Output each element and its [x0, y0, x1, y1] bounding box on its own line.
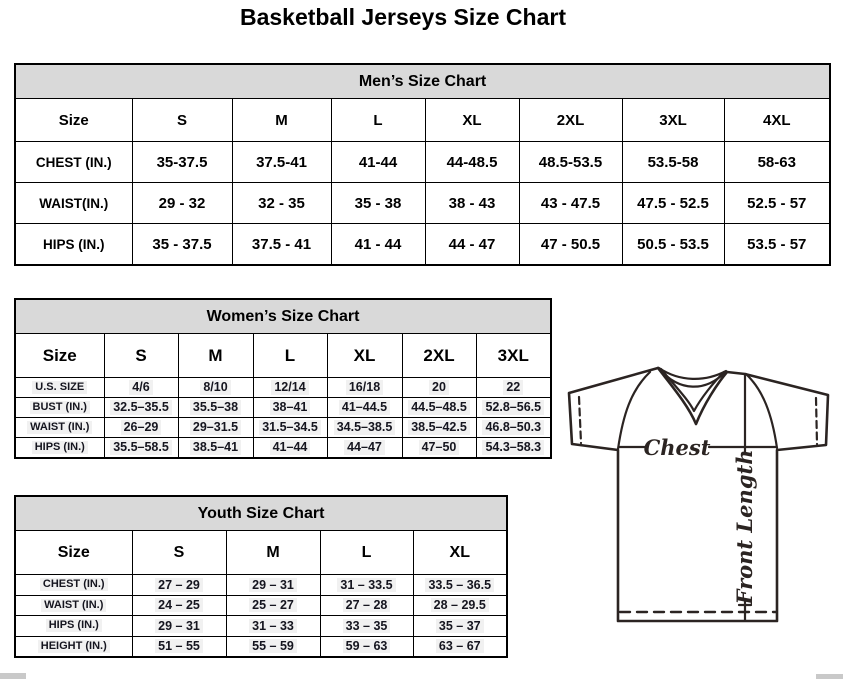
- size-value-cell: 44.5–48.5: [402, 398, 476, 418]
- size-value-cell: 29 - 32: [132, 183, 232, 224]
- column-header: L: [331, 99, 425, 142]
- size-value-cell: 33.5 – 36.5: [413, 575, 507, 596]
- column-header: XL: [327, 334, 402, 378]
- table-row: [15, 616, 507, 637]
- size-value-cell: 20: [402, 378, 476, 398]
- size-value-cell: 55 – 59: [226, 636, 320, 657]
- column-header: S: [132, 99, 232, 142]
- size-value-cell: 35.5–38: [178, 398, 253, 418]
- size-value-cell: 54.3–58.3: [476, 438, 551, 459]
- size-value-cell: 31 – 33: [226, 616, 320, 637]
- page-title: Basketball Jerseys Size Chart: [239, 4, 566, 30]
- size-value-cell: 48.5-53.5: [519, 142, 622, 183]
- measure-label: WAIST(IN.): [15, 183, 132, 224]
- size-value-cell: 43 - 47.5: [519, 183, 622, 224]
- size-value-cell: 35 - 37.5: [132, 224, 232, 266]
- size-value-cell: 38–41: [253, 398, 327, 418]
- size-value-cell: 44 - 47: [425, 224, 519, 266]
- column-header: M: [226, 531, 320, 575]
- size-value-cell: 29 – 31: [132, 616, 226, 637]
- youth-size-table: [14, 495, 508, 658]
- size-value-cell: 12/14: [253, 378, 327, 398]
- table-band-row: [15, 496, 507, 531]
- size-value-cell: 53.5 - 57: [724, 224, 830, 266]
- size-value-cell: 44-48.5: [425, 142, 519, 183]
- table-row: [15, 224, 830, 266]
- size-value-cell: 31.5–34.5: [253, 418, 327, 438]
- size-value-cell: 47–50: [402, 438, 476, 459]
- measure-label: HIPS (IN.): [15, 224, 132, 266]
- size-value-cell: 35.5–58.5: [104, 438, 178, 459]
- table-row: [15, 142, 830, 183]
- size-value-cell: 35-37.5: [132, 142, 232, 183]
- womens-table-title: Women’s Size Chart: [15, 299, 551, 334]
- size-value-cell: 33 – 35: [320, 616, 413, 637]
- size-value-cell: 38 - 43: [425, 183, 519, 224]
- table-row: [15, 398, 551, 418]
- table-band-row: [15, 64, 830, 99]
- size-value-cell: 63 – 67: [413, 636, 507, 657]
- size-value-cell: 24 – 25: [132, 595, 226, 616]
- size-value-cell: 52.5 - 57: [724, 183, 830, 224]
- size-value-cell: 47.5 - 52.5: [622, 183, 724, 224]
- measure-label: CHEST (IN.): [15, 142, 132, 183]
- size-value-cell: 41–44: [253, 438, 327, 459]
- size-value-cell: 16/18: [327, 378, 402, 398]
- size-value-cell: 41–44.5: [327, 398, 402, 418]
- measure-label: CHEST (IN.): [15, 575, 132, 596]
- table-row: [15, 438, 551, 459]
- youth-table-title: Youth Size Chart: [15, 496, 507, 531]
- size-value-cell: 47 - 50.5: [519, 224, 622, 266]
- column-header: 4XL: [724, 99, 830, 142]
- measure-label: WAIST (IN.): [15, 418, 104, 438]
- measure-label: HEIGHT (IN.): [15, 636, 132, 657]
- column-header: Size: [15, 99, 132, 142]
- mens-table-title: Men’s Size Chart: [15, 64, 830, 99]
- size-value-cell: 41-44: [331, 142, 425, 183]
- size-value-cell: 41 - 44: [331, 224, 425, 266]
- column-header: M: [232, 99, 331, 142]
- size-value-cell: 50.5 - 53.5: [622, 224, 724, 266]
- size-value-cell: 46.8–50.3: [476, 418, 551, 438]
- column-header: S: [104, 334, 178, 378]
- size-value-cell: 27 – 28: [320, 595, 413, 616]
- table-band-row: [15, 299, 551, 334]
- size-value-cell: 8/10: [178, 378, 253, 398]
- table-row: [15, 575, 507, 596]
- size-value-cell: 26–29: [104, 418, 178, 438]
- size-value-cell: 28 – 29.5: [413, 595, 507, 616]
- size-value-cell: 31 – 33.5: [320, 575, 413, 596]
- measure-label: BUST (IN.): [15, 398, 104, 418]
- size-value-cell: 29 – 31: [226, 575, 320, 596]
- column-header: Size: [15, 334, 104, 378]
- size-value-cell: 32 - 35: [232, 183, 331, 224]
- table-row: [15, 378, 551, 398]
- column-header: 3XL: [476, 334, 551, 378]
- measure-label: WAIST (IN.): [15, 595, 132, 616]
- column-header: Size: [15, 531, 132, 575]
- jersey-measurement-diagram: [556, 360, 843, 630]
- chest-label: Chest: [643, 435, 711, 460]
- horizontal-scrollbar-fragment[interactable]: [816, 674, 843, 679]
- size-value-cell: 58-63: [724, 142, 830, 183]
- table-row: [15, 418, 551, 438]
- size-value-cell: 22: [476, 378, 551, 398]
- right-sleeve-seam: [746, 374, 777, 448]
- measure-label: HIPS (IN.): [15, 438, 104, 459]
- measure-label: HIPS (IN.): [15, 616, 132, 637]
- jersey-outline: [569, 368, 828, 621]
- right-cuff-dashed-line: [816, 398, 817, 444]
- size-value-cell: 35 - 38: [331, 183, 425, 224]
- table-header-row: [15, 531, 507, 575]
- left-cuff-dashed-line: [579, 397, 581, 443]
- size-value-cell: 29–31.5: [178, 418, 253, 438]
- size-value-cell: 44–47: [327, 438, 402, 459]
- size-value-cell: 35 – 37: [413, 616, 507, 637]
- womens-size-table: [14, 298, 552, 459]
- column-header: 3XL: [622, 99, 724, 142]
- mens-size-table: [14, 63, 831, 266]
- size-value-cell: 4/6: [104, 378, 178, 398]
- table-row: [15, 183, 830, 224]
- size-value-cell: 52.8–56.5: [476, 398, 551, 418]
- front-length-label: Front Length: [732, 449, 757, 605]
- column-header: L: [320, 531, 413, 575]
- column-header: 2XL: [519, 99, 622, 142]
- size-value-cell: 37.5-41: [232, 142, 331, 183]
- size-value-cell: 27 – 29: [132, 575, 226, 596]
- column-header: M: [178, 334, 253, 378]
- table-header-row: [15, 334, 551, 378]
- size-value-cell: 53.5-58: [622, 142, 724, 183]
- column-header: XL: [413, 531, 507, 575]
- size-value-cell: 34.5–38.5: [327, 418, 402, 438]
- size-value-cell: 59 – 63: [320, 636, 413, 657]
- size-value-cell: 38.5–42.5: [402, 418, 476, 438]
- column-header: S: [132, 531, 226, 575]
- column-header: XL: [425, 99, 519, 142]
- table-row: [15, 636, 507, 657]
- table-row: [15, 595, 507, 616]
- size-value-cell: 38.5–41: [178, 438, 253, 459]
- size-value-cell: 25 – 27: [226, 595, 320, 616]
- column-header: L: [253, 334, 327, 378]
- measure-label: U.S. SIZE: [15, 378, 104, 398]
- size-value-cell: 32.5–35.5: [104, 398, 178, 418]
- size-value-cell: 51 – 55: [132, 636, 226, 657]
- column-header: 2XL: [402, 334, 476, 378]
- horizontal-scrollbar-fragment[interactable]: [0, 673, 26, 679]
- size-value-cell: 37.5 - 41: [232, 224, 331, 266]
- table-header-row: [15, 99, 830, 142]
